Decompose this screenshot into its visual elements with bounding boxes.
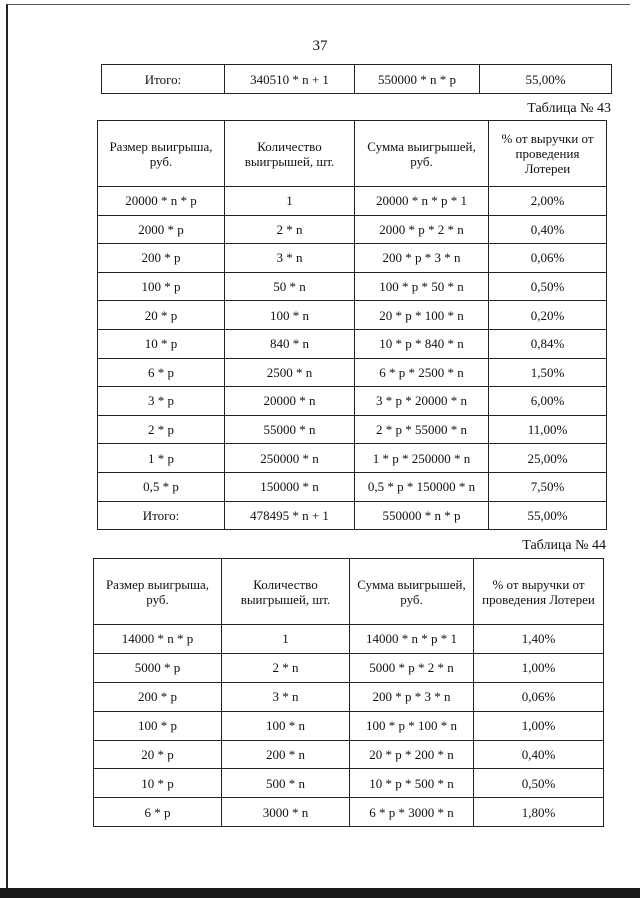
prize-size-cell: 14000 * n * p: [94, 625, 222, 654]
table-row: [94, 769, 604, 798]
table-row: [98, 387, 607, 416]
table-row: [94, 625, 604, 654]
prize-size-cell: 20 * p: [94, 740, 222, 769]
prize-count-cell: 3000 * n: [222, 798, 350, 827]
prize-count-cell: 100 * n: [222, 711, 350, 740]
prize-size-cell: 6 * p: [94, 798, 222, 827]
table-row: [98, 472, 607, 501]
prize-size-cell: 6 * p: [98, 358, 225, 387]
table-43-caption: Таблица № 43: [527, 101, 611, 116]
prize-count-cell: 1: [225, 187, 355, 216]
prize-size-cell: 100 * p: [94, 711, 222, 740]
percent-cell: 0,50%: [474, 769, 604, 798]
table-row: [94, 653, 604, 682]
percent-cell: 1,00%: [474, 653, 604, 682]
table-row: [98, 215, 607, 244]
header-prize-count: Количество выигрышей, шт.: [222, 559, 350, 625]
percent-cell: 7,50%: [489, 472, 607, 501]
header-percent: % от выручки от проведения Лотереи: [489, 121, 607, 187]
prize-size-cell: 20000 * n * p: [98, 187, 225, 216]
prize-count-cell: 1: [222, 625, 350, 654]
prize-sum-cell: 5000 * p * 2 * n: [350, 653, 474, 682]
prize-sum-cell: 100 * p * 100 * n: [350, 711, 474, 740]
prize-size-cell: 200 * p: [94, 682, 222, 711]
prize-sum-cell: 1 * p * 250000 * n: [355, 444, 489, 473]
percent-cell: 6,00%: [489, 387, 607, 416]
percent-cell: 11,00%: [489, 415, 607, 444]
prize-count-cell: 500 * n: [222, 769, 350, 798]
prize-count-cell: 478495 * n + 1: [225, 501, 355, 530]
table-44: [93, 558, 604, 827]
prize-count-cell: 3 * n: [222, 682, 350, 711]
prize-sum-cell: 200 * p * 3 * n: [355, 244, 489, 273]
prize-count-cell: 100 * n: [225, 301, 355, 330]
table-row: [98, 329, 607, 358]
total-label: Итого:: [102, 65, 225, 94]
prize-sum-cell: 200 * p * 3 * n: [350, 682, 474, 711]
prize-count-cell: 2 * n: [222, 653, 350, 682]
prize-sum-cell: 550000 * n * p: [355, 501, 489, 530]
prize-count-cell: 55000 * n: [225, 415, 355, 444]
percent-cell: 0,06%: [489, 244, 607, 273]
prize-size-cell: 1 * p: [98, 444, 225, 473]
table-row: [98, 415, 607, 444]
percent-cell: 0,06%: [474, 682, 604, 711]
prize-sum-cell: 6 * p * 2500 * n: [355, 358, 489, 387]
header-percent: % от выручки от проведения Лотереи: [474, 559, 604, 625]
total-count: 340510 * n + 1: [225, 65, 355, 94]
percent-cell: 0,50%: [489, 272, 607, 301]
prize-sum-cell: 14000 * n * p * 1: [350, 625, 474, 654]
prize-sum-cell: 0,5 * p * 150000 * n: [355, 472, 489, 501]
table-row: [94, 711, 604, 740]
percent-cell: 2,00%: [489, 187, 607, 216]
percent-cell: 25,00%: [489, 444, 607, 473]
percent-cell: 55,00%: [489, 501, 607, 530]
prize-size-cell: Итого:: [98, 501, 225, 530]
prize-count-cell: 3 * n: [225, 244, 355, 273]
table-row: [94, 682, 604, 711]
total-sum: 550000 * n * p: [355, 65, 480, 94]
prize-count-cell: 2 * n: [225, 215, 355, 244]
table-header-row: [94, 559, 604, 625]
table-row: [98, 501, 607, 530]
prize-count-cell: 2500 * n: [225, 358, 355, 387]
prize-size-cell: 5000 * p: [94, 653, 222, 682]
header-prize-size: Размер выигрыша, руб.: [94, 559, 222, 625]
percent-cell: 0,40%: [474, 740, 604, 769]
prize-size-cell: 2 * p: [98, 415, 225, 444]
table-row: [98, 444, 607, 473]
table-44-caption: Таблица № 44: [522, 538, 606, 553]
scan-border: [0, 888, 640, 898]
table-row: [94, 798, 604, 827]
prize-size-cell: 0,5 * p: [98, 472, 225, 501]
prize-count-cell: 50 * n: [225, 272, 355, 301]
prize-size-cell: 200 * p: [98, 244, 225, 273]
table-row: [98, 187, 607, 216]
header-prize-sum: Сумма выигрышей, руб.: [350, 559, 474, 625]
table-row: [102, 65, 612, 94]
prize-size-cell: 2000 * p: [98, 215, 225, 244]
prize-count-cell: 840 * n: [225, 329, 355, 358]
prize-count-cell: 250000 * n: [225, 444, 355, 473]
header-prize-size: Размер выигрыша, руб.: [98, 121, 225, 187]
percent-cell: 1,00%: [474, 711, 604, 740]
page-number: 37: [312, 38, 328, 54]
prize-size-cell: 3 * p: [98, 387, 225, 416]
percent-cell: 0,40%: [489, 215, 607, 244]
prize-sum-cell: 20 * p * 100 * n: [355, 301, 489, 330]
prize-sum-cell: 3 * p * 20000 * n: [355, 387, 489, 416]
percent-cell: 1,40%: [474, 625, 604, 654]
prize-sum-cell: 20 * p * 200 * n: [350, 740, 474, 769]
prize-sum-cell: 20000 * n * p * 1: [355, 187, 489, 216]
total-percent: 55,00%: [480, 65, 612, 94]
prize-sum-cell: 2 * p * 55000 * n: [355, 415, 489, 444]
prize-count-cell: 200 * n: [222, 740, 350, 769]
header-prize-count: Количество выигрышей, шт.: [225, 121, 355, 187]
prize-sum-cell: 10 * p * 840 * n: [355, 329, 489, 358]
table-row: [98, 244, 607, 273]
percent-cell: 0,84%: [489, 329, 607, 358]
prize-sum-cell: 100 * p * 50 * n: [355, 272, 489, 301]
table-row: [98, 272, 607, 301]
prize-size-cell: 100 * p: [98, 272, 225, 301]
percent-cell: 0,20%: [489, 301, 607, 330]
table-row: [98, 358, 607, 387]
percent-cell: 1,80%: [474, 798, 604, 827]
prize-sum-cell: 6 * p * 3000 * n: [350, 798, 474, 827]
table-row: [94, 740, 604, 769]
continued-table-total: [101, 64, 612, 94]
prize-count-cell: 20000 * n: [225, 387, 355, 416]
header-prize-sum: Сумма выигрышей, руб.: [355, 121, 489, 187]
table-header-row: [98, 121, 607, 187]
percent-cell: 1,50%: [489, 358, 607, 387]
prize-count-cell: 150000 * n: [225, 472, 355, 501]
prize-size-cell: 10 * p: [98, 329, 225, 358]
table-43: [97, 120, 607, 530]
prize-size-cell: 10 * p: [94, 769, 222, 798]
table-row: [98, 301, 607, 330]
prize-size-cell: 20 * p: [98, 301, 225, 330]
prize-sum-cell: 10 * p * 500 * n: [350, 769, 474, 798]
prize-sum-cell: 2000 * p * 2 * n: [355, 215, 489, 244]
